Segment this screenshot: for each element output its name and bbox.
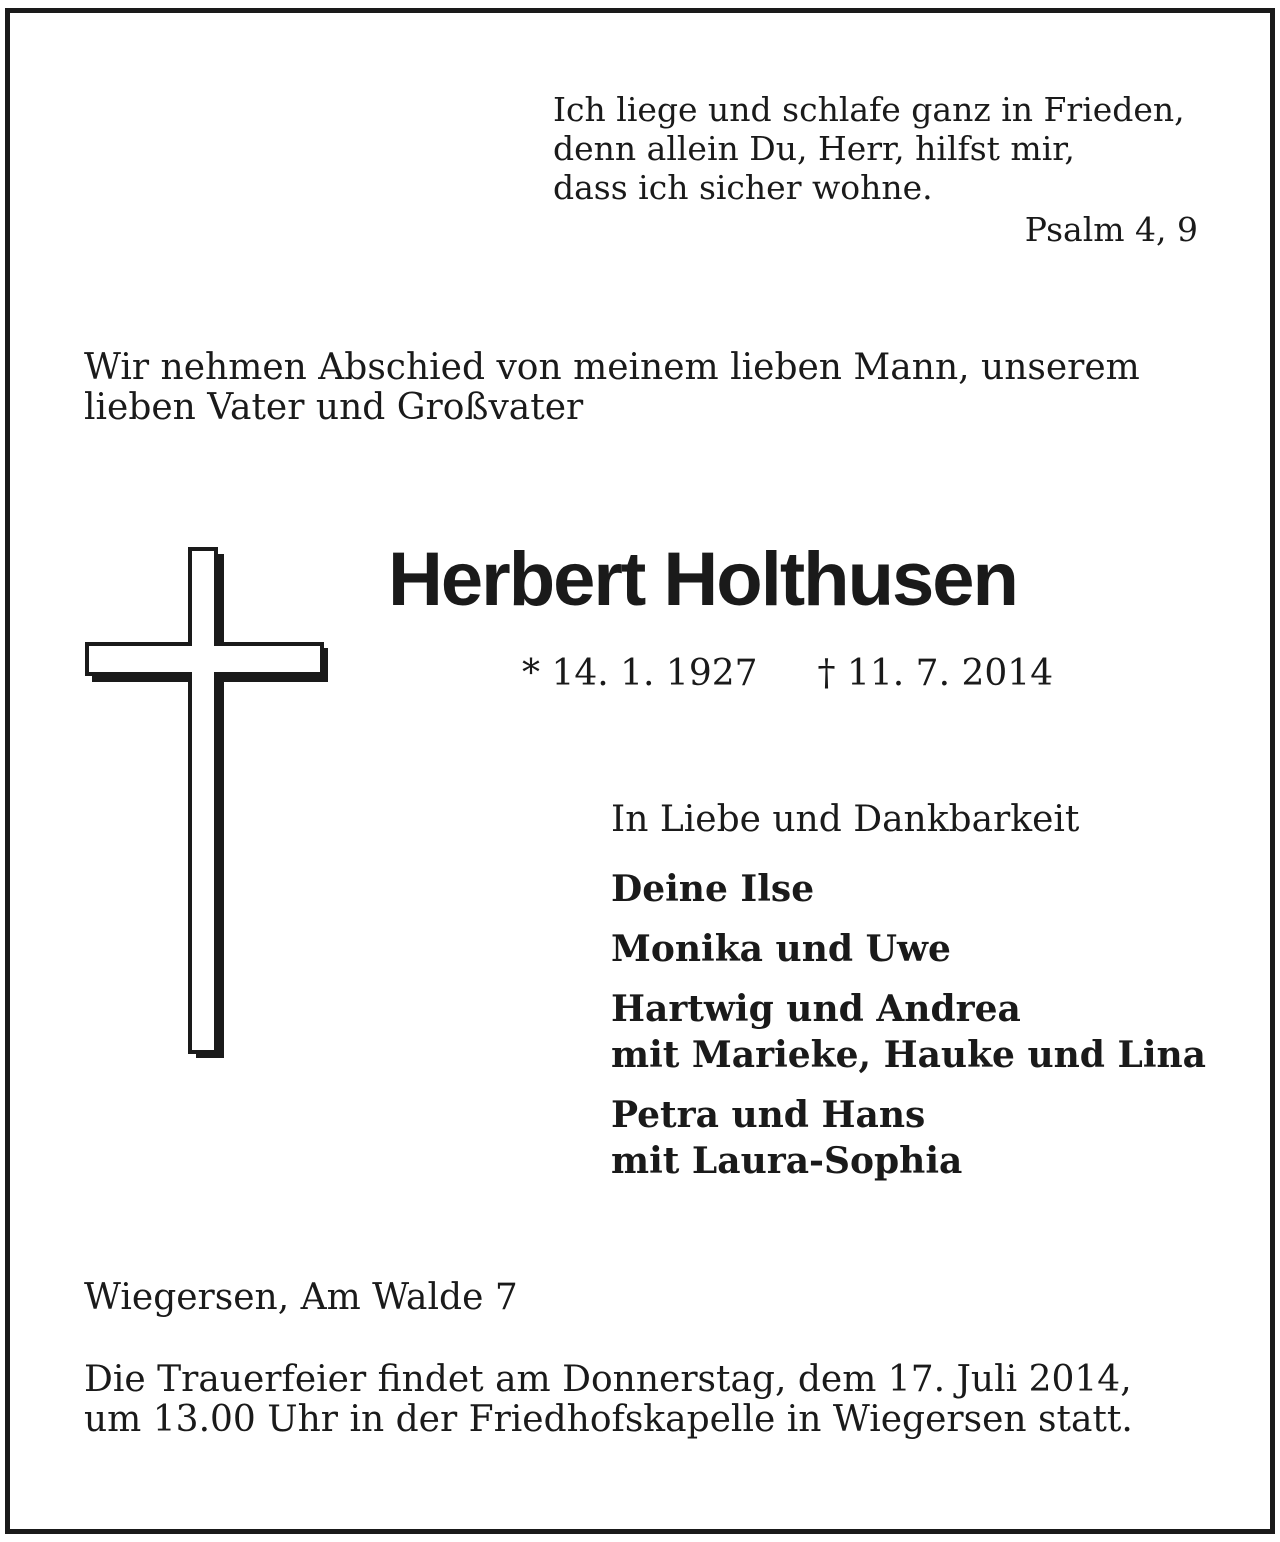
mourner-line: mit Marieke, Hauke und Lina [611, 1034, 1207, 1076]
death-date: † 11. 7. 2014 [817, 653, 1054, 694]
verse-line: dass ich sicher wohne. [553, 168, 933, 207]
farewell-intro: Wir nehmen Abschied von meinem lieben Mann, unserem lieben Vater und Großvater [84, 347, 1140, 428]
psalm-verse [553, 90, 1213, 207]
latin-cross-icon [84, 546, 330, 1060]
mourners-list [611, 800, 1251, 1198]
birth-date: * 14. 1. 1927 [522, 653, 758, 694]
mourner-line: Petra und Hans [611, 1094, 926, 1136]
funeral-service-info [84, 1360, 1224, 1440]
mourner-group [611, 926, 1251, 972]
deceased-name: Herbert Holthusen [388, 537, 1017, 622]
family-address: Wiegersen, Am Walde 7 [84, 1277, 518, 1318]
ceremony-line: um 13.00 Uhr in der Friedhofskapelle in Wiegersen statt. [84, 1399, 1133, 1440]
verse-line: Ich liege und schlafe ganz in Frieden, [553, 90, 1185, 129]
mourner-line: Hartwig und Andrea [611, 988, 1021, 1030]
mourner-line: Monika und Uwe [611, 928, 951, 970]
mourner-group [611, 1092, 1251, 1184]
life-dates [522, 652, 1053, 696]
mourner-line: mit Laura-Sophia [611, 1140, 963, 1182]
mourners-lead: In Liebe und Dankbarkeit [611, 799, 1080, 840]
mourner-group [611, 986, 1251, 1078]
mourner-line: Deine Ilse [611, 868, 815, 910]
verse-reference: Psalm 4, 9 [1024, 210, 1198, 249]
mourner-group [611, 866, 1251, 912]
ceremony-line: Die Trauerfeier findet am Donnerstag, dem 17. Juli 2014, [84, 1359, 1132, 1400]
verse-line: denn allein Du, Herr, hilfst mir, [553, 129, 1075, 168]
